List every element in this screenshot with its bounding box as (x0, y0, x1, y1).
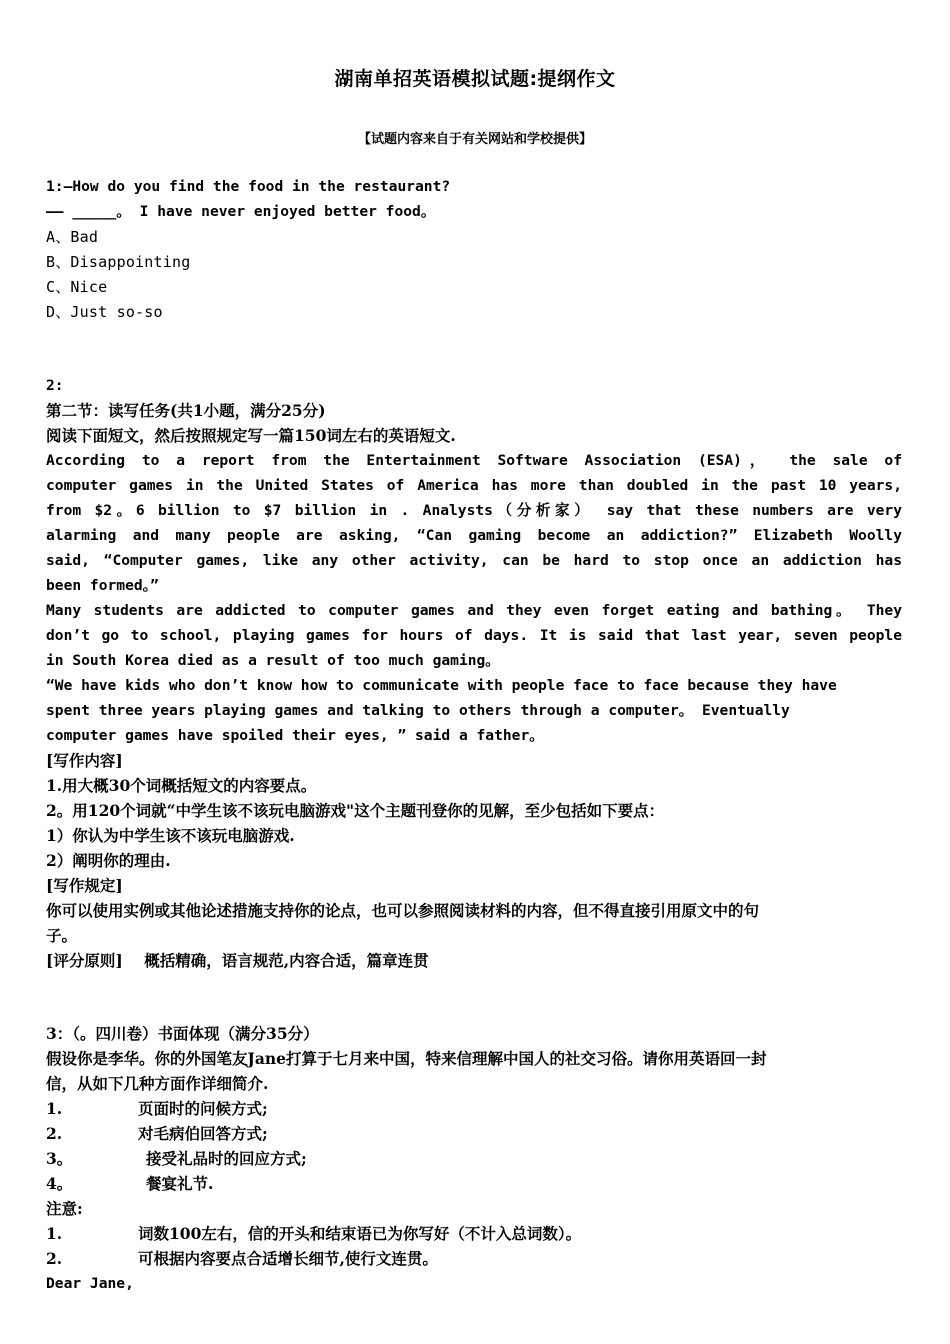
q2-number: 2: (46, 377, 64, 394)
q1-option-a: A、Bad (46, 228, 99, 246)
q2-content-item: 2）阐明你的理由. (46, 851, 171, 870)
q3-note (46, 1249, 438, 1269)
q2-passage-line: “We have kids who don’t know how to communicate with people face to face because they have (46, 677, 837, 694)
q2-passage-line: alarming and many people are asking, “Can gaming become an addiction?” Elizabeth Woolly (46, 527, 902, 544)
page-subtitle: 【试题内容来自于有关网站和学校提供】 (357, 132, 592, 147)
q3-point-text: 餐宴礼节. (146, 1174, 214, 1193)
q3-point-number: 1. (46, 1099, 63, 1118)
q2-content-item: 2。用120个词就“中学生该不该玩电脑游戏"这个主题刊登你的见解，至少包括如下要点： (46, 801, 665, 820)
q3-point-text: 页面时的问候方式; (138, 1099, 268, 1118)
q2-passage-line: said, “Computer games, like any other activity, can be hard to stop once an addiction has (46, 552, 902, 569)
q3-point-text: 接受礼品时的回应方式; (146, 1149, 307, 1168)
q2-rules-text: 子。 (46, 926, 78, 945)
q3-point-number: 3。 (46, 1149, 73, 1168)
q2-passage-line: computer games in the United States of America has more than doubled in the past 10 years, (46, 477, 902, 494)
q3-note-text: 可根据内容要点合适增长细节,使行文连贯。 (138, 1249, 438, 1268)
q3-note (46, 1224, 581, 1244)
q2-passage-line: from $2。6 billion to $7 billion in . Analysts（分析家） say that these numbers are very (46, 502, 902, 519)
q3-heading: 3：（。四川卷）书面体现（满分35分） (46, 1024, 319, 1043)
q2-rules-heading: [写作规定] (46, 876, 123, 895)
q3-point (46, 1174, 213, 1194)
q2-instruction: 阅读下面短文，然后按照规定写一篇150词左右的英语短文. (46, 426, 456, 445)
q2-rules-text: 你可以使用实例或其他论述措施支持你的论点，也可以参照阅读材料的内容，但不得直接引用原文中的句 (46, 901, 760, 920)
q3-point (46, 1124, 268, 1144)
q3-letter-greeting: Dear Jane, (46, 1275, 134, 1292)
q2-passage-line: been formed。” (46, 577, 159, 594)
q1-answer-line: —— _____。 I have never enjoyed better food。 (46, 203, 436, 220)
q2-content-item: 1.用大概30个词概括短文的内容要点。 (46, 776, 317, 795)
q3-point-number: 2. (46, 1124, 63, 1143)
q2-content-item: 1）你认为中学生该不该玩电脑游戏. (46, 826, 295, 845)
q3-point-text: 对毛病伯回答方式; (138, 1124, 268, 1143)
q1-option-d: D、Just so-so (46, 303, 163, 321)
q2-passage-line: don’t go to school, playing games for hours of days. It is said that last year, seven people (46, 627, 902, 644)
q3-point (46, 1149, 307, 1169)
q3-prompt: 假设你是李华。你的外国笔友Jane打算于七月来中国，特来信理解中国人的社交习俗。请你用英语回一封 (46, 1049, 767, 1068)
q3-prompt: 信，从如下几种方面作详细简介. (46, 1074, 269, 1093)
q2-passage-line: spent three years playing games and talking to others through a computer。 Eventually (46, 702, 790, 719)
q3-note-heading: 注意: (46, 1199, 83, 1218)
q3-note-number: 1. (46, 1224, 63, 1243)
q2-section-heading: 第二节：读写任务(共1小题，满分25分) (46, 401, 326, 420)
q3-point-number: 4。 (46, 1174, 73, 1193)
q2-content-heading: [写作内容] (46, 751, 123, 770)
q3-point (46, 1099, 268, 1119)
q1-option-c: C、Nice (46, 278, 108, 296)
q1-question: 1:—How do you find the food in the restaurant? (46, 178, 451, 195)
q1-option-b: B、Disappointing (46, 253, 191, 271)
page-title: 湖南单招英语模拟试题:提纲作文 (334, 68, 616, 90)
q3-note-text: 词数100左右，信的开头和结束语已为你写好（不计入总词数）。 (138, 1224, 582, 1243)
q3-note-number: 2. (46, 1249, 63, 1268)
q2-passage-line: computer games have spoiled their eyes, ” said a father。 (46, 727, 544, 744)
q2-passage-line: According to a report from the Entertainment Software Association (ESA)， the sale of (46, 452, 902, 469)
q2-passage-line: Many students are addicted to computer games and they even forget eating and bathing。 They (46, 602, 902, 619)
q2-scoring: [评分原则] 概括精确，语言规范,内容合适，篇章连贯 (46, 951, 429, 970)
q2-passage-line: in South Korea died as a result of too much gaming。 (46, 652, 500, 669)
